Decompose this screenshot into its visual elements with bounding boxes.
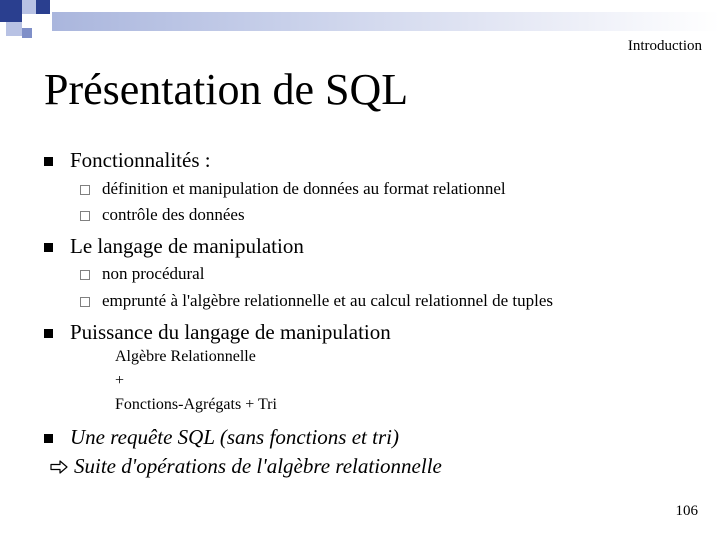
page-number: 106 (675, 503, 698, 519)
hollow-square-bullet-icon (80, 270, 90, 280)
bullet-text: Puissance du langage de manipulation (70, 320, 391, 344)
hollow-square-bullet-icon (80, 185, 90, 195)
sub-bullet-text: définition et manipulation de données au format relationnel (102, 179, 506, 198)
bullet-text: Fonctionnalités : (70, 148, 211, 172)
section-label: Introduction (627, 38, 702, 54)
bullet-text: Le langage de manipulation (70, 234, 304, 258)
right-arrow-icon (50, 460, 68, 474)
formula-line: Algèbre Relationnelle (115, 348, 256, 365)
continuation-text: Suite d'opérations de l'algèbre relationnelle (74, 454, 442, 478)
formula-line: + (115, 372, 125, 389)
square-bullet-icon (44, 243, 53, 252)
sub-bullet-text: contrôle des données (102, 205, 245, 224)
bullet-text: Une requête SQL (sans fonctions et tri) (70, 425, 399, 449)
hollow-square-bullet-icon (80, 211, 90, 221)
slide-title: Présentation de SQL (44, 65, 409, 114)
sub-bullet-text: emprunté à l'algèbre relationnelle et au calcul relationnel de tuples (102, 291, 553, 310)
decorative-squares (0, 0, 60, 40)
square-bullet-icon (44, 157, 53, 166)
header-gradient-bar (52, 12, 720, 31)
hollow-square-bullet-icon (80, 297, 90, 307)
square-bullet-icon (44, 329, 53, 338)
sub-bullet-text: non procédural (102, 264, 205, 283)
square-bullet-icon (44, 434, 53, 443)
formula-line: Fonctions-Agrégats + Tri (115, 396, 277, 413)
